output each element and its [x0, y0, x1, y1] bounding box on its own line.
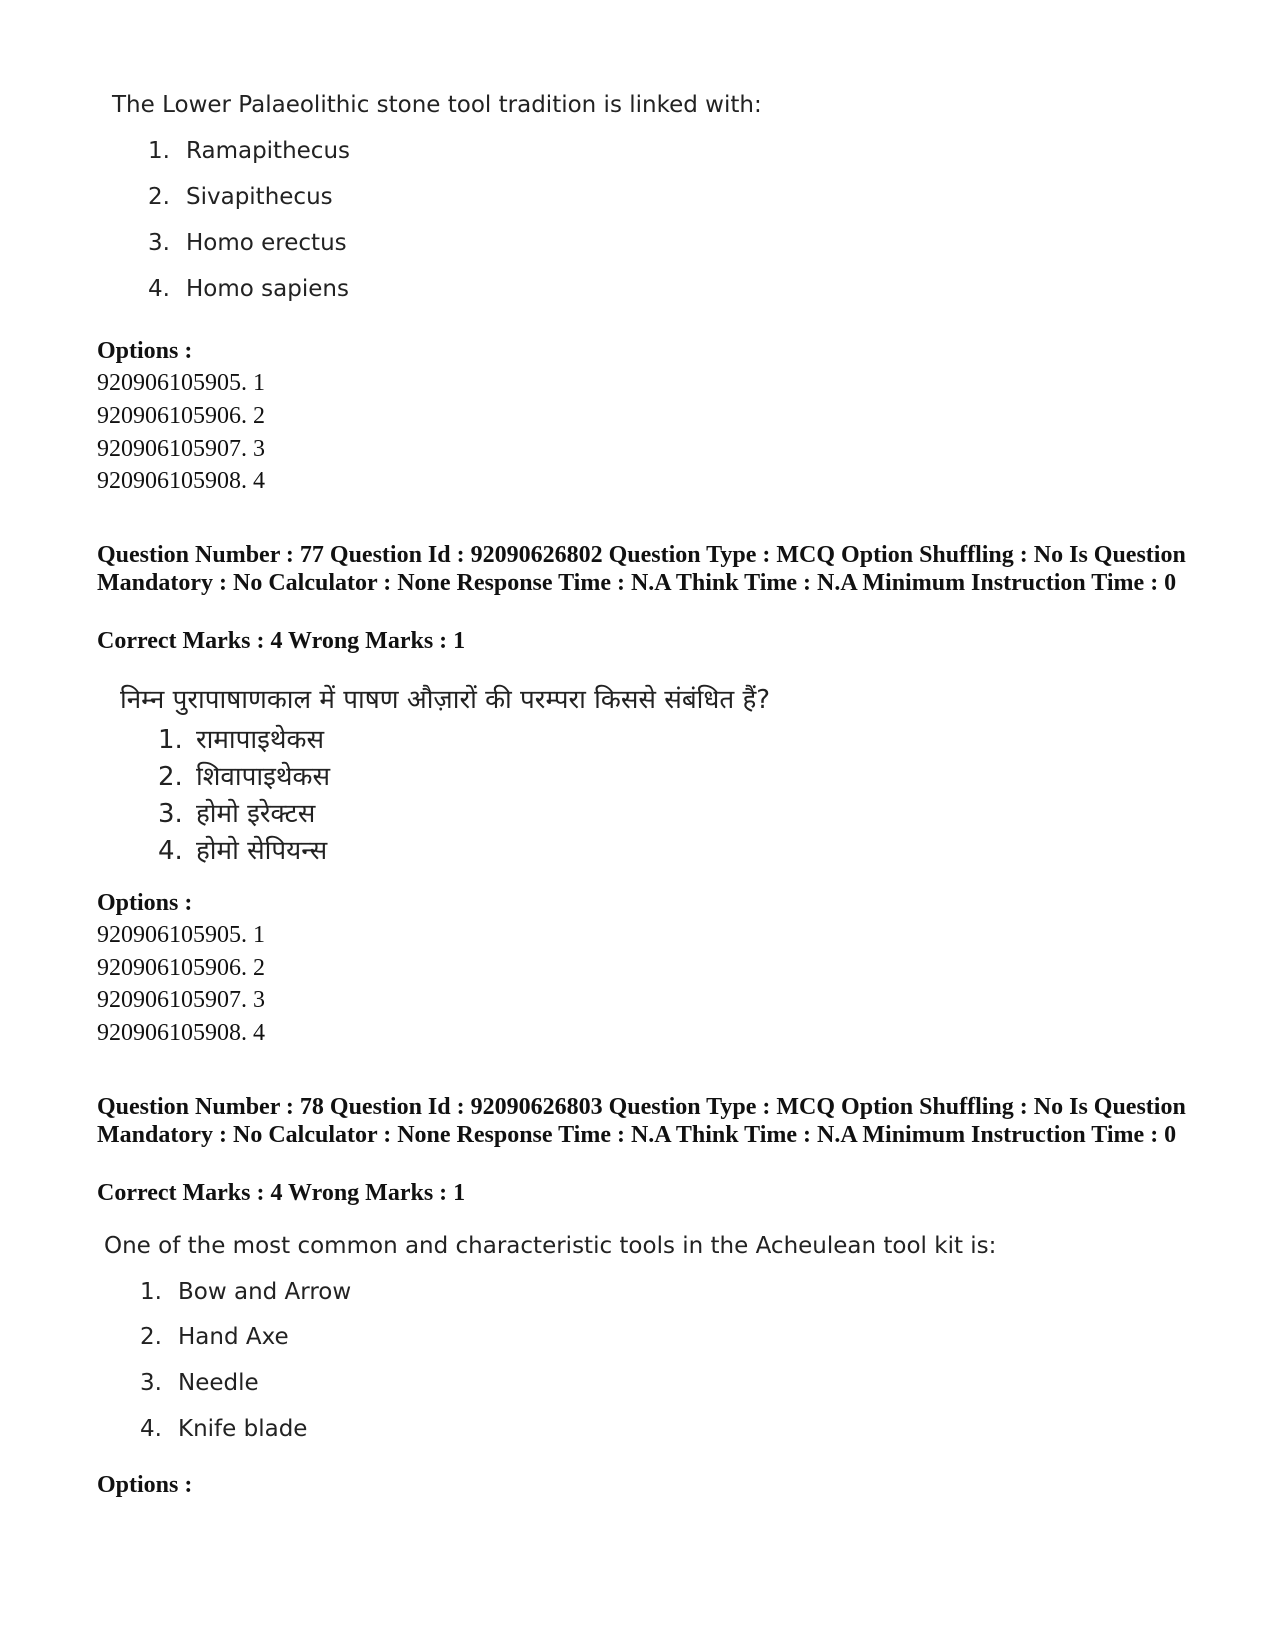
option-line: 920906105905. 1	[97, 370, 265, 396]
choice-item	[140, 1324, 289, 1350]
option-line: 920906105908. 4	[97, 468, 265, 494]
question-78-meta: Question Number : 78 Question Id : 92090626803 Question Type : MCQ Option Shuffling : No Is Question Mandatory : No Calculator : None Response Time : N.A Think Time : N.A Minimum Instruction Time : 0	[97, 1094, 1186, 1148]
choice-item	[140, 1416, 307, 1442]
choice-number: 4.	[140, 1416, 162, 1442]
choice-number: 4.	[148, 276, 170, 302]
choice-label: शिवापाइथेकस	[196, 762, 331, 792]
choice-label: Knife blade	[178, 1416, 308, 1442]
choice-number: 1.	[158, 725, 183, 755]
choice-label: Needle	[178, 1370, 259, 1396]
choice-label: होमो सेपियन्स	[196, 836, 328, 866]
choice-number: 3.	[158, 799, 183, 829]
choice-number: 2.	[140, 1324, 162, 1350]
choice-number: 2.	[148, 184, 170, 210]
choice-label: Homo erectus	[186, 230, 347, 256]
choice-number: 2.	[158, 762, 183, 792]
question-76-text: The Lower Palaeolithic stone tool tradition is linked with:	[112, 92, 762, 118]
choice-item	[140, 1279, 351, 1305]
question-77-text: निम्न पुरापाषाणकाल में पाषण औज़ारों की परम्परा किससे संबंधित हैं?	[120, 685, 771, 715]
choice-item	[140, 1370, 259, 1396]
choice-label: Hand Axe	[178, 1324, 289, 1350]
question-78-text: One of the most common and characteristic tools in the Acheulean tool kit is:	[104, 1233, 997, 1259]
question-78-choices	[140, 0, 740, 1460]
options-heading: Options :	[97, 1472, 193, 1498]
choice-label: Homo sapiens	[186, 276, 349, 302]
choice-label: होमो इरेक्टस	[196, 799, 316, 829]
choice-label: Ramapithecus	[186, 138, 351, 164]
question-78-marks: Correct Marks : 4 Wrong Marks : 1	[97, 1180, 466, 1206]
option-line: 920906105907. 3	[97, 987, 265, 1013]
question-77-meta: Question Number : 77 Question Id : 92090626802 Question Type : MCQ Option Shuffling : No Is Question Mandatory : No Calculator : None Response Time : N.A Think Time : N.A Minimum Instruction Time : 0	[97, 542, 1186, 596]
choice-label: Bow and Arrow	[178, 1279, 352, 1305]
choice-number: 3.	[140, 1370, 162, 1396]
choice-label: रामापाइथेकस	[196, 725, 325, 755]
option-line: 920906105908. 4	[97, 1020, 265, 1046]
option-line: 920906105906. 2	[97, 403, 265, 429]
option-line: 920906105905. 1	[97, 922, 265, 948]
choice-number: 1.	[148, 138, 170, 164]
choice-number: 1.	[140, 1279, 162, 1305]
question-77-marks: Correct Marks : 4 Wrong Marks : 1	[97, 628, 466, 654]
choice-number: 4.	[158, 836, 183, 866]
choice-label: Sivapithecus	[186, 184, 333, 210]
choice-number: 3.	[148, 230, 170, 256]
options-heading: Options :	[97, 338, 193, 364]
option-line: 920906105906. 2	[97, 955, 265, 981]
options-heading: Options :	[97, 890, 193, 916]
option-line: 920906105907. 3	[97, 436, 265, 462]
